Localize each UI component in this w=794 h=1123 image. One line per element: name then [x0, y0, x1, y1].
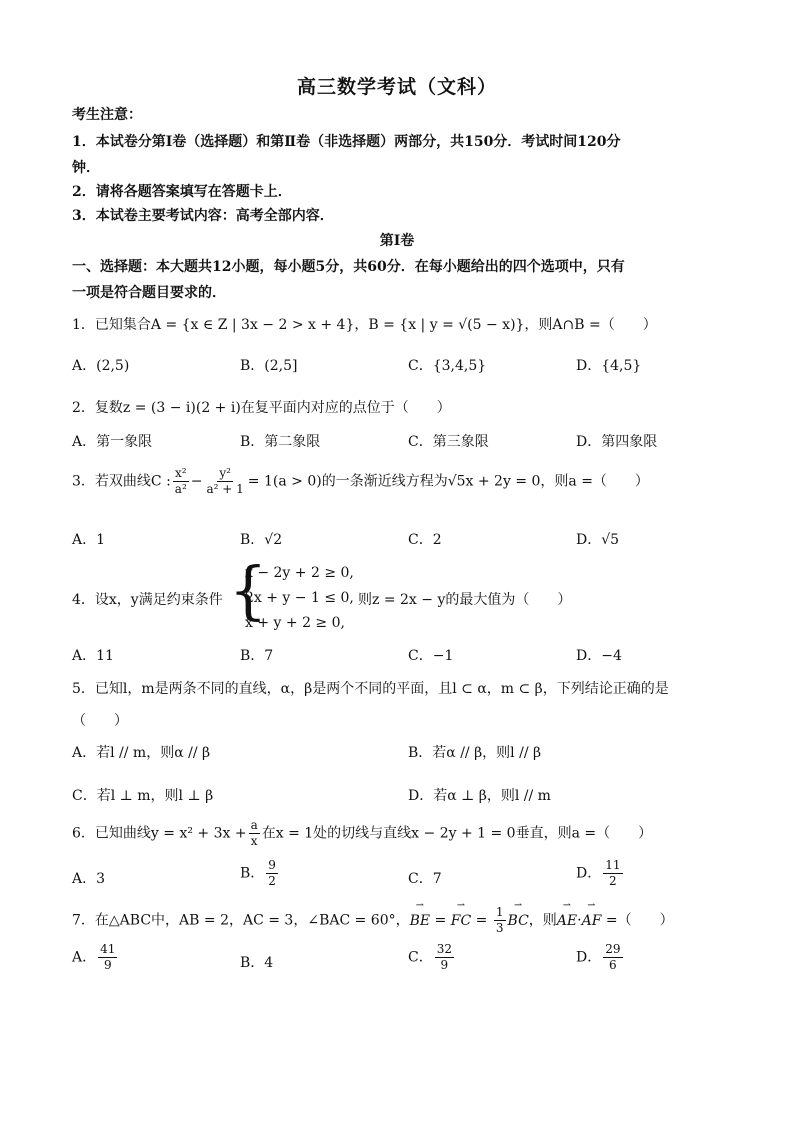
q6-option-b-label: B． — [240, 865, 265, 882]
q6-option-a-value: 3 — [96, 871, 106, 887]
q4-constraint-1: x − 2y + 2 ≥ 0, — [245, 565, 354, 581]
q7-option-c-label: C． — [408, 949, 433, 966]
q3-pre: 3．若双曲线C : — [72, 473, 171, 490]
notice-item-3: 3．本试卷主要考试内容：高考全部内容． — [72, 208, 334, 224]
q6-option-d-num: 11 — [605, 858, 621, 872]
q7-option-c — [408, 942, 456, 973]
q6-option-c-value: 7 — [432, 871, 442, 887]
q2-stem: 2．复数z = (3 − i)(2 + i)在复平面内对应的点位于（ ） — [72, 400, 451, 416]
q3-fraction-y — [205, 466, 246, 497]
q6-post: 在x = 1处的切线与直线x − 2y + 1 = 0垂直，则a =（ ） — [261, 825, 653, 842]
q5-option-b: B．若α // β，则l // β — [408, 745, 542, 761]
page-title: 高三数学考试（文科） — [296, 76, 497, 98]
q6-option-b-den: 2 — [268, 874, 276, 888]
q2-option-a: A．第一象限 — [72, 434, 153, 450]
q3-post: = 1(a > 0)的一条渐近线方程为√5x + 2y = 0，则a =（ ） — [247, 473, 649, 490]
q4-option-b: B．7 — [240, 648, 274, 664]
q5-option-c: C．若l ⊥ m，则l ⊥ β — [72, 788, 214, 804]
q7-option-d-num: 29 — [605, 942, 621, 956]
q5-stem: 5．已知l，m是两条不同的直线，α，β是两个不同的平面，且l ⊂ α，m ⊂ β，下列结论正确的是 — [72, 681, 669, 697]
q6-pre: 6．已知曲线y = x² + 3x + — [72, 825, 247, 842]
q7-option-b — [240, 952, 273, 972]
q7-option-d-fraction — [603, 942, 622, 973]
q6-option-d-den: 2 — [609, 874, 617, 888]
q7-option-a-den: 9 — [103, 958, 112, 972]
q7-option-c-den: 9 — [440, 958, 449, 972]
q7-pre: 7．在△ABC中，AB = 2，AC = 3，∠BAC = 60°， — [72, 912, 410, 929]
q3-option-c: C．2 — [408, 532, 442, 548]
q7-option-d-label: D． — [576, 949, 602, 966]
q6-option-b-num: 9 — [268, 858, 276, 872]
q5-option-a: A．若l // m，则α // β — [72, 745, 211, 761]
q1-option-c: C．{3,4,5} — [408, 358, 487, 374]
q2-option-c: C．第三象限 — [408, 434, 489, 450]
q3-f2-num: y² — [219, 466, 231, 480]
q4-pre: 4．设x，y满足约束条件 — [72, 592, 223, 608]
q7-post: =（ ） — [601, 912, 674, 929]
notice-item-2: 2．请将各题答案填写在答题卡上． — [72, 184, 292, 200]
q7-option-a — [72, 942, 119, 973]
q7-fraction — [494, 905, 506, 936]
section-intro-line1: 一、选择题：本大题共12小题，每小题5分，共60分．在每小题给出的四个选项中，只有 — [72, 259, 625, 275]
q1-option-d: D．{4,5} — [576, 358, 642, 374]
q7-mid: ，则 — [528, 912, 557, 929]
q4-option-d: D．−4 — [576, 648, 622, 664]
q4-brace-icon: { — [229, 554, 268, 628]
q6-option-c — [408, 868, 442, 888]
q3-f1-den: a² — [174, 482, 187, 496]
q3-f2-den: a² + 1 — [206, 482, 244, 496]
q4-constraint-2: 2x + y − 1 ≤ 0, — [245, 590, 354, 606]
q7-f-num: 1 — [495, 905, 504, 919]
q6-option-c-label: C． — [408, 871, 433, 887]
q4-option-c: C．−1 — [408, 648, 454, 664]
q7-vector-bc: ⇀ BC — [508, 913, 529, 929]
q5-stem-cont: （ ） — [72, 713, 128, 729]
q7-option-c-num: 32 — [436, 942, 452, 956]
q3-minus: − — [190, 473, 203, 490]
q6-option-b-fraction — [266, 858, 278, 889]
q7-option-a-label: A． — [72, 949, 97, 966]
q4-option-a: A．11 — [72, 648, 114, 664]
q3-option-d: D．√5 — [576, 532, 620, 548]
q7-option-a-num: 41 — [100, 942, 116, 956]
q4-post: 则z = 2x − y的最大值为（ ） — [358, 592, 572, 608]
q6-option-d-label: D． — [576, 865, 602, 882]
q6-stem — [72, 818, 652, 849]
q7-option-d-den: 6 — [609, 958, 617, 972]
q6-f-num: a — [250, 818, 258, 832]
q3-fraction-x — [173, 466, 189, 497]
q6-option-d-fraction — [603, 858, 622, 889]
notice-item-1-cont: 钟． — [72, 160, 100, 176]
section-label: 第Ⅰ卷 — [379, 233, 415, 249]
q6-fraction — [249, 818, 260, 849]
q7-option-b-value: 4 — [264, 955, 274, 971]
q7-vector-fc: ⇀ FC — [451, 913, 471, 929]
notice-heading: 考生注意： — [72, 107, 142, 123]
q7-vector-be: ⇀ BE — [410, 913, 431, 929]
q7-option-d — [576, 942, 625, 973]
q7-stem — [72, 905, 674, 936]
q7-option-a-fraction — [98, 942, 117, 973]
q7-dot: · — [577, 912, 582, 929]
q2-option-b: B．第二象限 — [240, 434, 321, 450]
q6-option-a-label: A． — [72, 871, 97, 887]
section-intro-line2: 一项是符合题目要求的． — [72, 285, 226, 301]
q1-stem: 1．已知集合A = {x ∈ Z | 3x − 2 > x + 4}，B = {x | y = √(5 − x)}，则A∩B =（ ） — [72, 317, 657, 333]
q1-option-b: B．(2,5] — [240, 358, 298, 374]
q3-option-b: B．√2 — [240, 532, 283, 548]
q6-f-den: x — [250, 834, 258, 848]
notice-item-1: 1．本试卷分第Ⅰ卷（选择题）和第Ⅱ卷（非选择题）两部分，共150分．考试时间120分 — [72, 134, 621, 150]
q2-option-d: D．第四象限 — [576, 434, 658, 450]
q3-option-a: A．1 — [72, 532, 106, 548]
q4-constraint-3: x + y + 2 ≥ 0, — [245, 615, 345, 631]
q7-eq2: = — [471, 912, 492, 929]
q6-option-d — [576, 858, 625, 889]
q7-eq1: = — [430, 912, 451, 929]
q6-option-b — [240, 858, 280, 889]
q5-option-d: D．若α ⊥ β，则l // m — [408, 788, 551, 804]
q1-option-a: A．(2,5) — [72, 358, 130, 374]
q3-stem — [72, 466, 649, 497]
q7-vector-af: ⇀ AF — [582, 913, 602, 929]
q3-f1-num: x² — [174, 466, 187, 480]
q7-f-den: 3 — [495, 921, 504, 935]
q6-option-a — [72, 868, 105, 888]
q7-vector-ae: ⇀ AE — [557, 913, 577, 929]
q7-option-b-label: B． — [240, 955, 265, 971]
q7-option-c-fraction — [435, 942, 454, 973]
